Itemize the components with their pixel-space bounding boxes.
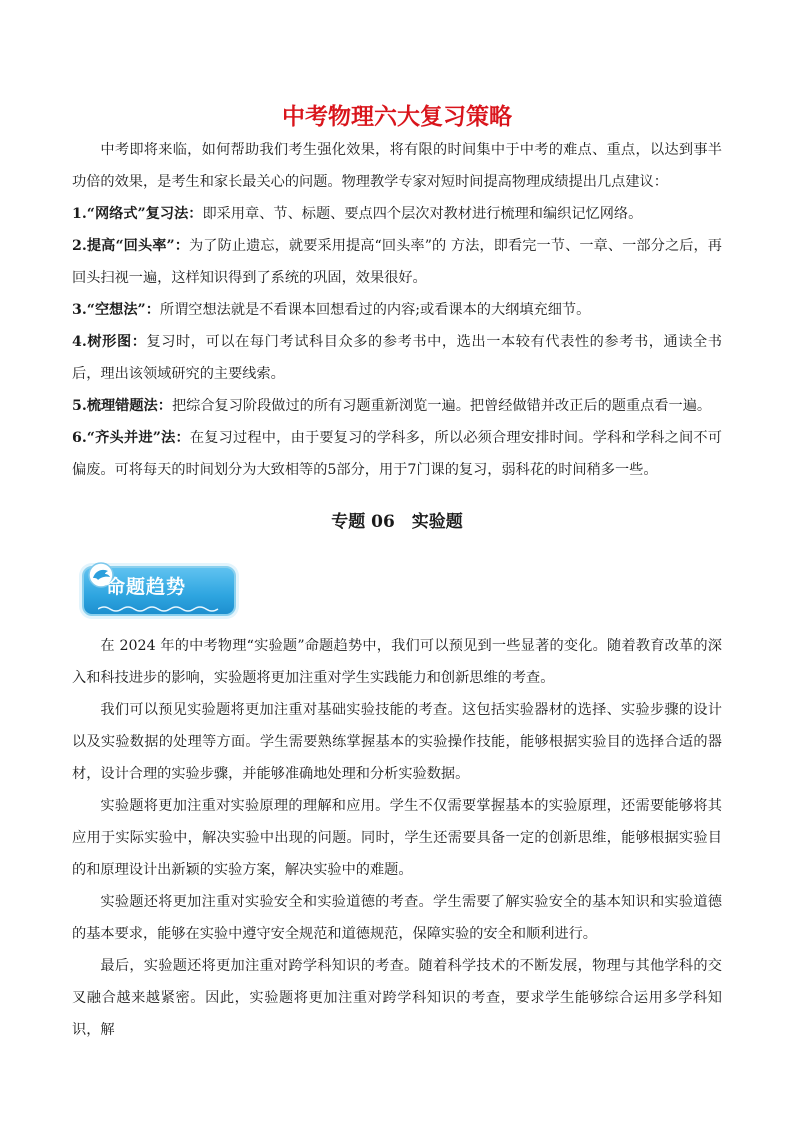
tip-item xyxy=(72,326,722,390)
body-paragraph: 实验题将更加注重对实验原理的理解和应用。学生不仅需要掌握基本的实验原理，还需要能够将其应用于实际实验中，解决实验中出现的问题。同时，学生还需要具备一定的创新思维，能够根据实验目的和原理设计出新颖的实验方案，解决实验中的难题。 xyxy=(72,798,722,878)
tip-text: 复习时，可以在每门考试科目众多的参考书中，选出一本较有代表性的参考书，通读全书后，理出该领域研究的主要线索。 xyxy=(72,334,722,382)
tip-label: 1.“网络式”复习法： xyxy=(72,206,203,222)
tip-label: 6.“齐头并进”法： xyxy=(72,430,190,446)
tips-list xyxy=(72,198,722,486)
tip-item xyxy=(72,390,722,422)
intro-paragraph: 中考即将来临，如何帮助我们考生强化效果，将有限的时间集中于中考的难点、重点，以达到事半功倍的效果，是考生和家长最关心的问题。物理教学专家对短时间提高物理成绩提出几点建议： xyxy=(72,142,722,190)
page-title: 中考物理六大复习策略 xyxy=(282,104,512,130)
body-paragraph: 实验题还将更加注重对实验安全和实验道德的考查。学生需要了解实验安全的基本知识和实验道德的基本要求，能够在实验中遵守安全规范和道德规范，保障实验的安全和顺利进行。 xyxy=(72,894,722,942)
badge-label: 命题趋势 xyxy=(106,576,187,598)
tip-item xyxy=(72,422,722,486)
tip-item xyxy=(72,198,722,230)
tip-item xyxy=(72,294,722,326)
tip-text: 即采用章、节、标题、要点四个层次对教材进行梳理和编织记忆网络。 xyxy=(202,206,643,222)
tip-label: 5.梳理错题法： xyxy=(72,398,172,414)
tip-text: 为了防止遗忘，就要采用提高“回头率”的 方法，即看完一节、一章、一部分之后，再回头扫视一遍，这样知识得到了系统的巩固，效果很好。 xyxy=(72,238,722,286)
tip-label: 4.树形图： xyxy=(72,334,147,350)
body-paragraph: 在 2024 年的中考物理“实验题”命题趋势中，我们可以预见到一些显著的变化。随着教育改革的深入和科技进步的影响，实验题将更加注重对学生实践能力和创新思维的考查。 xyxy=(72,638,722,686)
wave-decoration xyxy=(98,604,222,612)
tip-item xyxy=(72,230,722,294)
trend-body xyxy=(72,630,722,1046)
tip-text: 在复习过程中，由于要复习的学科多，所以必须合理安排时间。学科和学科之间不可偏废。可将每天的时间划分为大致相等的5部分，用于7门课的复习，弱科花的时间稍多一些。 xyxy=(72,430,722,478)
section-title: 专题 06 实验题 xyxy=(331,512,463,532)
tip-label: 2.提高“回头率”： xyxy=(72,238,190,254)
page-content xyxy=(72,100,722,1046)
body-paragraph: 最后，实验题还将更加注重对跨学科知识的考查。随着科学技术的不断发展，物理与其他学科的交叉融合越来越紧密。因此，实验题将更加注重对跨学科知识的考查，要求学生能够综合运用多学科知识，解 xyxy=(72,958,722,1038)
section-badge-row xyxy=(72,556,722,624)
trend-badge xyxy=(82,566,236,616)
tip-label: 3.“空想法”： xyxy=(72,302,160,318)
tip-text: 所谓空想法就是不看课本回想看过的内容;或看课本的大纲填充细节。 xyxy=(159,302,591,318)
body-paragraph: 我们可以预见实验题将更加注重对基础实验技能的考查。这包括实验器材的选择、实验步骤的设计以及实验数据的处理等方面。学生需要熟练掌握基本的实验操作技能，能够根据实验目的选择合适的器材，设计合理的实验步骤，并能够准确地处理和分析实验数据。 xyxy=(72,702,722,782)
tip-text: 把综合复习阶段做过的所有习题重新浏览一遍。把曾经做错并改正后的题重点看一遍。 xyxy=(171,398,712,414)
